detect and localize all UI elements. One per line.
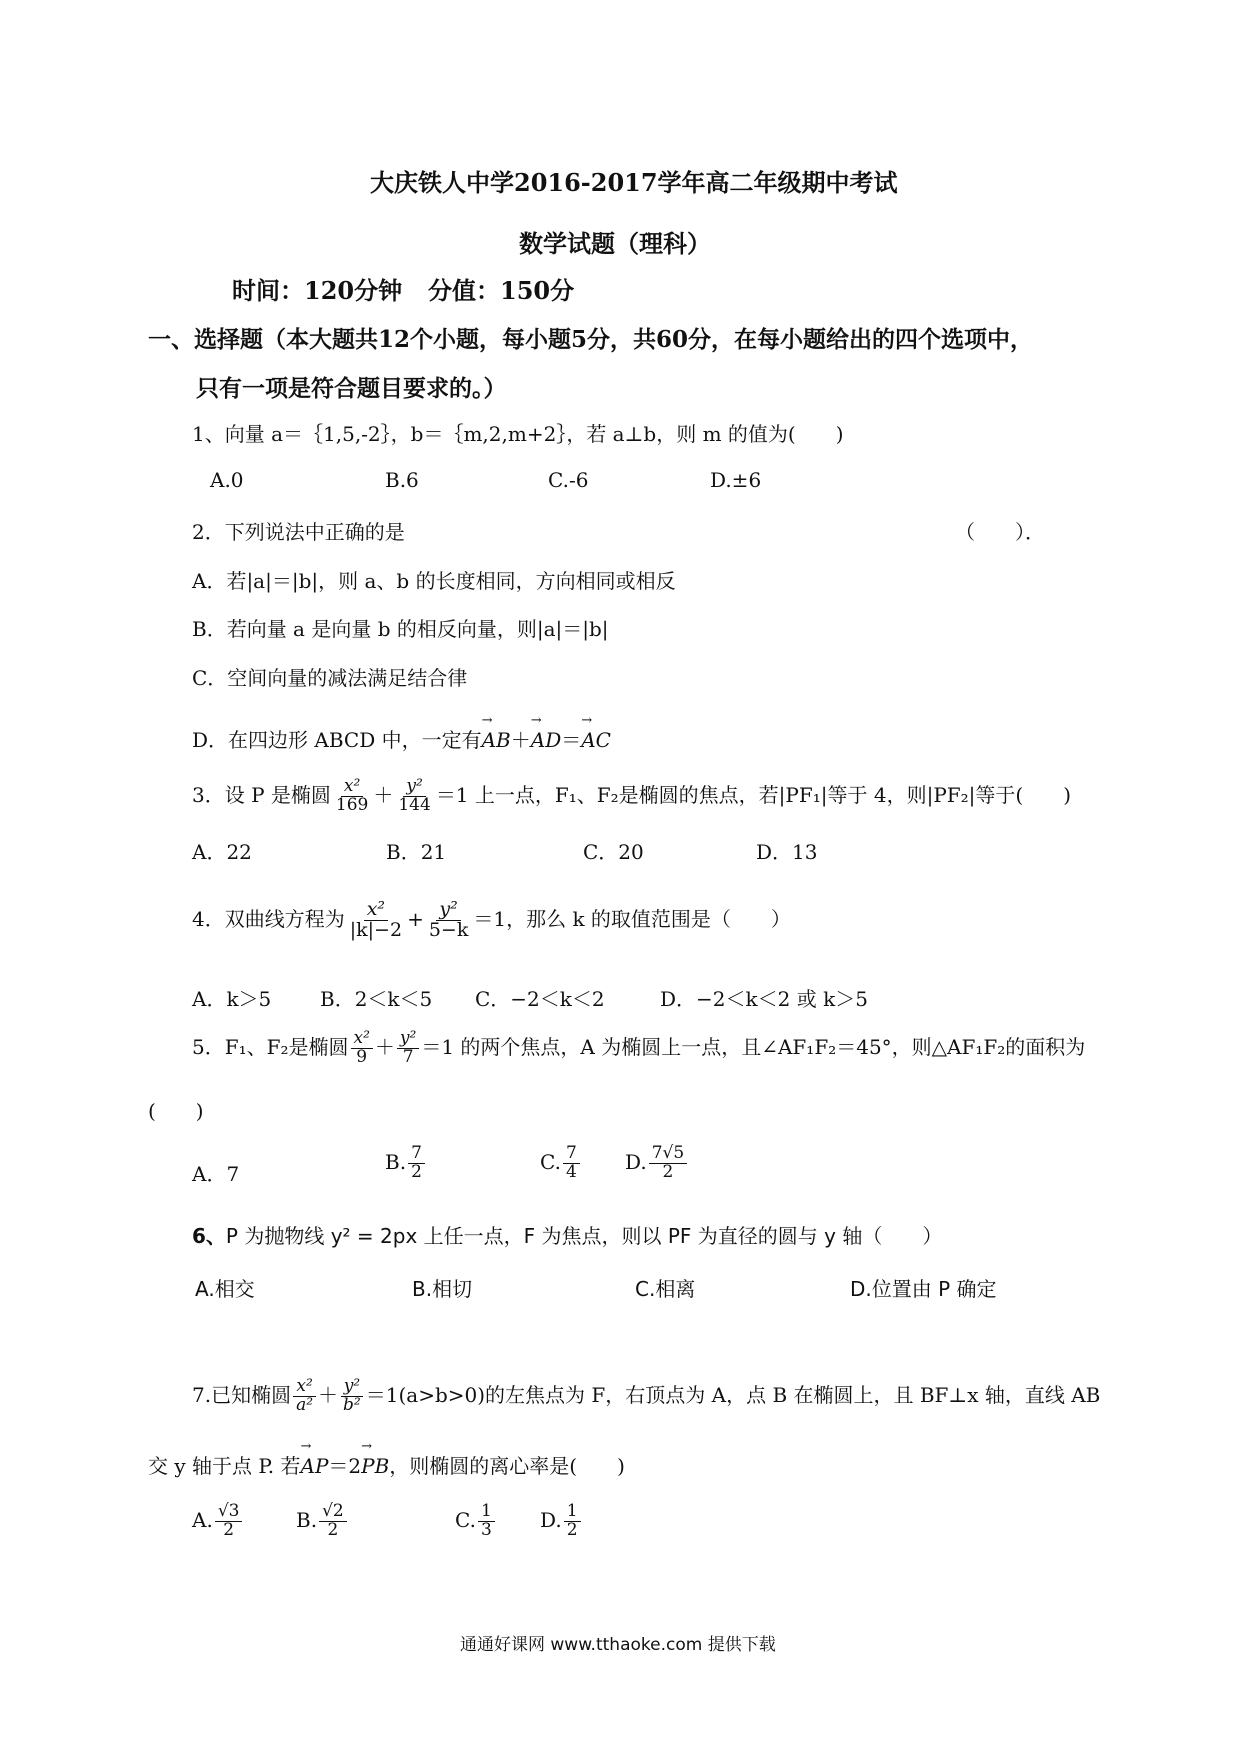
- q3-option-b: B．21: [386, 840, 447, 864]
- q6-option-a: A.相交: [195, 1277, 255, 1301]
- fraction: [351, 1030, 373, 1067]
- q2-option-a: A．若|a|＝|b|，则 a、b 的长度相同，方向相同或相反: [192, 569, 676, 593]
- q5-option-d: [625, 1145, 689, 1182]
- option-letter: C.: [540, 1149, 561, 1174]
- vector-ad: → AD: [531, 728, 561, 752]
- exam-subtitle: 数学试题（理科）: [519, 229, 711, 258]
- fraction: [649, 1145, 687, 1182]
- question-text-cont: ，则椭圆的离心率是( ): [389, 1454, 625, 1478]
- numerator: x²: [341, 778, 363, 797]
- denominator: 2: [223, 1519, 235, 1540]
- numerator: y²: [403, 778, 425, 797]
- fraction: [333, 778, 371, 815]
- q6-option-c: C.相离: [635, 1277, 696, 1301]
- question-number: 1、: [192, 422, 225, 446]
- question-text: P 为抛物线 y² = 2px 上任一点，F 为焦点，则以 PF 为直径的圆与 y 轴（ ）: [225, 1224, 943, 1248]
- denominator: 7: [402, 1046, 414, 1067]
- q1-option-c: C.-6: [548, 468, 589, 492]
- q7-option-b: [296, 1503, 349, 1540]
- question-number: 6、: [192, 1224, 226, 1248]
- q3-option-c: C．20: [583, 840, 644, 864]
- denominator: 4: [565, 1161, 577, 1182]
- fraction: [397, 1030, 419, 1067]
- fraction: [215, 1503, 243, 1540]
- numerator: y²: [341, 1378, 363, 1397]
- numerator: x²: [351, 1030, 373, 1049]
- numerator: x²: [364, 900, 388, 921]
- numerator: 7: [563, 1145, 580, 1164]
- q4-option-d: D．−2＜k＜2 或 k＞5: [660, 987, 868, 1011]
- question-text: 4．双曲线方程为: [192, 906, 345, 931]
- question-text-cont: ＝1 上一点，F₁、F₂是椭圆的焦点，若|PF₁|等于 4，则|PF₂|等于( ): [435, 782, 1072, 807]
- fraction: [408, 1145, 425, 1182]
- q3-option-a: A．22: [192, 840, 252, 864]
- question-4: [192, 900, 791, 941]
- q2-answer-paren: （ ）．: [955, 520, 1045, 544]
- vector-ac: → AC: [581, 728, 611, 752]
- fraction: [293, 1378, 316, 1415]
- fraction: [478, 1503, 495, 1540]
- question-text: 5．F₁、F₂是椭圆: [192, 1034, 349, 1059]
- q7-option-d: [540, 1503, 583, 1540]
- option-text: D．在四边形 ABCD 中，一定有: [192, 728, 482, 752]
- q1-option-a: A.0: [210, 468, 244, 492]
- numerator: 7√5: [649, 1145, 687, 1164]
- fraction: [564, 1503, 581, 1540]
- plus-sign: ＋: [373, 782, 394, 807]
- option-letter: D.: [540, 1507, 562, 1532]
- question-text: 交 y 轴于点 P. 若: [148, 1454, 301, 1478]
- q2-option-b: B．若向量 a 是向量 b 的相反向量，则|a|＝|b|: [192, 617, 609, 641]
- denominator: |k|−2: [349, 918, 403, 941]
- numerator: 1: [478, 1503, 495, 1522]
- question-7: [192, 1378, 1100, 1415]
- option-letter: B.: [385, 1149, 407, 1174]
- question-text-cont: ＝1，那么 k 的取值范围是（ ）: [473, 906, 791, 931]
- option-letter: A.: [192, 1507, 213, 1532]
- denominator: 144: [398, 794, 431, 815]
- q3-option-d: D．13: [756, 840, 818, 864]
- question-text: 下列说法中正确的是: [224, 520, 405, 544]
- q7-option-a: [192, 1503, 244, 1540]
- denominator: a²: [296, 1394, 314, 1415]
- option-letter: D.: [625, 1149, 647, 1174]
- q4-option-c: C．−2＜k＜2: [475, 987, 605, 1011]
- question-text-cont: ＝1 的两个焦点，A 为椭圆上一点，且∠AF₁F₂＝45°，则△AF₁F₂的面积为: [421, 1034, 1086, 1059]
- question-5: [192, 1030, 1085, 1067]
- vector-pb: → PB: [361, 1454, 389, 1478]
- question-6: [192, 1220, 942, 1249]
- fraction: [347, 900, 405, 941]
- vector-ab: → AB: [482, 728, 511, 752]
- option-letter: C.: [455, 1507, 476, 1532]
- question-3: [192, 778, 1071, 815]
- exam-title: 大庆铁人中学2016-2017学年高二年级期中考试: [370, 168, 898, 197]
- numerator: x²: [293, 1378, 315, 1397]
- question-text-cont: ＝1(a>b>0)的左焦点为 F，右顶点为 A，点 B 在椭圆上，且 BF⊥x 轴，直线 AB: [365, 1382, 1101, 1407]
- q6-option-d: D.位置由 P 确定: [850, 1277, 997, 1301]
- question-2: [192, 516, 405, 545]
- numerator: y²: [397, 1030, 419, 1049]
- fraction: [395, 778, 433, 815]
- section-heading-line2: 只有一项是符合题目要求的。）: [196, 375, 507, 402]
- q5-option-c: [540, 1145, 582, 1182]
- equals-sign: ＝: [561, 728, 582, 752]
- plus-sign: ＋: [510, 728, 531, 752]
- numerator: y²: [436, 900, 460, 921]
- question-number: 2．: [192, 520, 225, 544]
- question-text: 7.已知椭圆: [192, 1382, 292, 1407]
- denominator: b²: [343, 1394, 361, 1415]
- numerator: √3: [215, 1503, 243, 1522]
- denominator: 5−k: [428, 918, 469, 941]
- q2-option-d: [192, 724, 611, 753]
- q2-option-c: C．空间向量的减法满足结合律: [192, 666, 468, 690]
- footer-source: 通通好课网 www.tthaoke.com 提供下载: [460, 1635, 776, 1655]
- score-label: 分值：150分: [428, 276, 575, 305]
- q6-option-b: B.相切: [412, 1277, 473, 1301]
- question-text: 向量 a＝｛1,5,-2｝，b＝｛m,2,m+2｝，若 a⊥b，则 m 的值为( ): [224, 422, 844, 446]
- fraction: [426, 900, 472, 941]
- q4-option-b: B．2＜k＜5: [320, 987, 433, 1011]
- time-label: 时间：120分钟: [232, 276, 403, 305]
- equals-sign: ＝2: [328, 1454, 362, 1478]
- q7-option-c: [455, 1503, 497, 1540]
- denominator: 2: [327, 1519, 339, 1540]
- q5-option-b: [385, 1145, 427, 1182]
- fraction: [563, 1145, 580, 1182]
- q5-answer-paren: ( ): [148, 1099, 204, 1123]
- plus-sign: ＋: [318, 1382, 339, 1407]
- fraction: [340, 1378, 364, 1415]
- numerator: √2: [319, 1503, 347, 1522]
- fraction: [319, 1503, 347, 1540]
- q5-option-a: A．7: [192, 1162, 240, 1186]
- question-text: 3．设 P 是椭圆: [192, 782, 331, 807]
- question-1: [192, 418, 844, 447]
- denominator: 2: [662, 1161, 674, 1182]
- denominator: 2: [566, 1519, 578, 1540]
- q1-option-b: B.6: [385, 468, 419, 492]
- q1-option-d: D.±6: [710, 468, 762, 492]
- denominator: 2: [411, 1161, 422, 1182]
- vector-ap: → AP: [301, 1454, 329, 1478]
- q4-option-a: A．k＞5: [192, 987, 272, 1011]
- denominator: 9: [356, 1046, 368, 1067]
- plus-sign: +: [407, 906, 424, 931]
- denominator: 169: [335, 794, 369, 815]
- option-letter: B.: [296, 1507, 318, 1532]
- plus-sign: ＋: [374, 1034, 395, 1059]
- question-7-line2: [148, 1450, 625, 1479]
- numerator: 7: [408, 1145, 425, 1164]
- denominator: 3: [480, 1519, 492, 1540]
- numerator: 1: [564, 1503, 581, 1522]
- section-heading-line1: 一、选择题（本大题共12个小题，每小题5分，共60分，在每小题给出的四个选项中，: [148, 326, 1034, 353]
